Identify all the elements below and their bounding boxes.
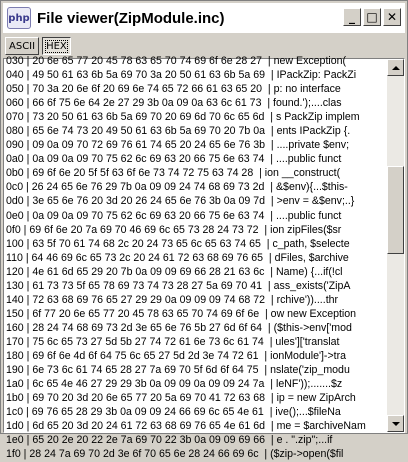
- hex-row: 1f0 | 28 24 7a 69 70 2d 3e 6f 70 65 6e 28 24 66 69 6c | ($zip->open($fil: [6, 448, 344, 461]
- hex-row: 0e0 | 0a 09 0a 09 70 75 62 6c 69 63 20 66 75 6e 63 74 | ....public funct: [6, 209, 342, 222]
- arrow-up-icon: [392, 66, 400, 70]
- hex-row: 190 | 6e 73 6c 61 74 65 28 27 7a 69 70 5f 6d 6f 64 75 | nslate('zip_modu: [6, 364, 350, 377]
- hex-row: 0b0 | 69 6f 6e 20 5f 5f 63 6f 6e 73 74 72 75 63 74 28 | ion __construct(: [6, 167, 341, 180]
- hex-row: 150 | 6f 77 20 6e 65 77 20 45 78 63 65 70 74 69 6f 6e | ow new Exception: [6, 307, 357, 320]
- php-file-icon: php: [7, 7, 31, 29]
- hex-row: 1b0 | 69 70 20 3d 20 6e 65 77 20 5a 69 70 41 72 63 68 | ip = new ZipArch: [6, 392, 356, 405]
- minimize-button[interactable]: [343, 8, 361, 26]
- hex-row: 180 | 69 6f 6e 4d 6f 64 75 6c 65 27 5d 2d 3e 74 72 61 | ionModule']->tra: [6, 349, 347, 362]
- hex-row: 0f0 | 69 6f 6e 20 7a 69 70 46 69 6c 65 73 28 24 73 72 | ion zipFiles($sr: [6, 223, 342, 236]
- hex-row: 1d0 | 6d 65 20 3d 20 24 61 72 63 68 69 76 65 4e 61 6d | me = $archiveNam: [6, 420, 366, 433]
- hex-row: 120 | 4e 61 6d 65 29 20 7b 0a 09 09 69 66 28 21 63 6c | Name) {...if(!cl: [6, 265, 343, 278]
- maximize-icon: □: [366, 10, 378, 24]
- hex-row: 1c0 | 69 76 65 28 29 3b 0a 09 09 24 66 69 6c 65 4e 61 | ive();...$fileNa: [6, 406, 341, 419]
- scroll-down-button[interactable]: [387, 415, 404, 432]
- view-mode-toolbar: [5, 37, 71, 57]
- hex-row: 050 | 70 3a 20 6e 6f 20 69 6e 74 65 72 66 61 63 65 20 | p: no interface: [6, 83, 341, 96]
- hex-button-label: HEX: [46, 40, 67, 52]
- hex-row: 1a0 | 6c 65 4e 46 27 29 29 3b 0a 09 09 0a 09 09 24 7a | leNF'));.......$z: [6, 378, 343, 391]
- hex-dump-lines: [6, 55, 386, 462]
- title-bar[interactable]: [3, 3, 405, 33]
- hex-row: 160 | 28 24 74 68 69 73 2d 3e 65 6e 76 5b 27 6d 6f 64 | ($this->env['mod: [6, 321, 352, 334]
- hex-row: 100 | 63 5f 70 61 74 68 2c 20 24 73 65 6c 65 63 74 65 | c_path, $selecte: [6, 237, 350, 250]
- hex-dump-view[interactable]: [3, 55, 405, 461]
- hex-row: 030 | 20 6e 65 77 20 45 78 63 65 70 74 69 6f 6e 28 27 | new Exception(: [6, 55, 347, 67]
- hex-row: 0d0 | 3e 65 6e 76 20 3d 20 26 24 65 6e 76 3b 0a 09 7d | >env = &$env;..}: [6, 195, 355, 208]
- scrollbar-thumb[interactable]: [387, 166, 404, 254]
- ascii-button[interactable]: [5, 37, 39, 55]
- hex-button[interactable]: [42, 37, 71, 55]
- hex-row: 110 | 64 46 69 6c 65 73 2c 20 24 61 72 63 68 69 76 65 | dFiles, $archive: [6, 251, 349, 264]
- hex-row: 0c0 | 26 24 65 6e 76 29 7b 0a 09 09 24 74 68 69 73 2d | &$env){...$this-: [6, 181, 348, 194]
- window-controls: [343, 8, 401, 26]
- scroll-up-button[interactable]: [387, 59, 404, 76]
- hex-row: 080 | 65 6e 74 73 20 49 50 61 63 6b 5a 69 70 20 7b 0a | ents IPackZip {.: [6, 125, 351, 138]
- window-title: File viewer(ZipModule.inc): [37, 9, 225, 27]
- hex-row: 140 | 72 63 68 69 76 65 27 29 29 0a 09 09 09 74 68 72 | rchive'))....thr: [6, 293, 339, 306]
- close-button[interactable]: [383, 8, 401, 26]
- hex-row: 0a0 | 0a 09 0a 09 70 75 62 6c 69 63 20 66 75 6e 63 74 | ....public funct: [6, 153, 342, 166]
- maximize-button[interactable]: [363, 8, 381, 26]
- hex-row: 060 | 66 6f 75 6e 64 2e 27 29 3b 0a 09 0a 63 6c 61 73 | found.');....clas: [6, 97, 342, 110]
- arrow-down-icon: [392, 422, 400, 426]
- hex-row: 170 | 75 6c 65 73 27 5d 5b 27 74 72 61 6e 73 6c 61 74 | ules']['translat: [6, 335, 340, 348]
- hex-row: 130 | 61 73 73 5f 65 78 69 73 74 73 28 27 5a 69 70 41 | ass_exists('ZipA: [6, 279, 351, 292]
- minimize-icon: _: [349, 10, 355, 24]
- hex-row: 070 | 73 20 50 61 63 6b 5a 69 70 20 69 6d 70 6c 65 6d | s PackZip implem: [6, 111, 360, 124]
- hex-row: 1e0 | 65 20 2e 20 22 2e 7a 69 70 22 3b 0a 09 09 69 66 | e . ".zip";...if: [6, 434, 333, 447]
- vertical-scrollbar[interactable]: [387, 59, 404, 432]
- hex-row: 090 | 09 0a 09 70 72 69 76 61 74 65 20 24 65 6e 76 3b | ....private $env;: [6, 139, 350, 152]
- close-icon: ✕: [386, 10, 398, 24]
- hex-row: 040 | 49 50 61 63 6b 5a 69 70 3a 20 50 61 63 6b 5a 69 | IPackZip: PackZi: [6, 69, 357, 82]
- ascii-button-label: ASCII: [9, 40, 36, 52]
